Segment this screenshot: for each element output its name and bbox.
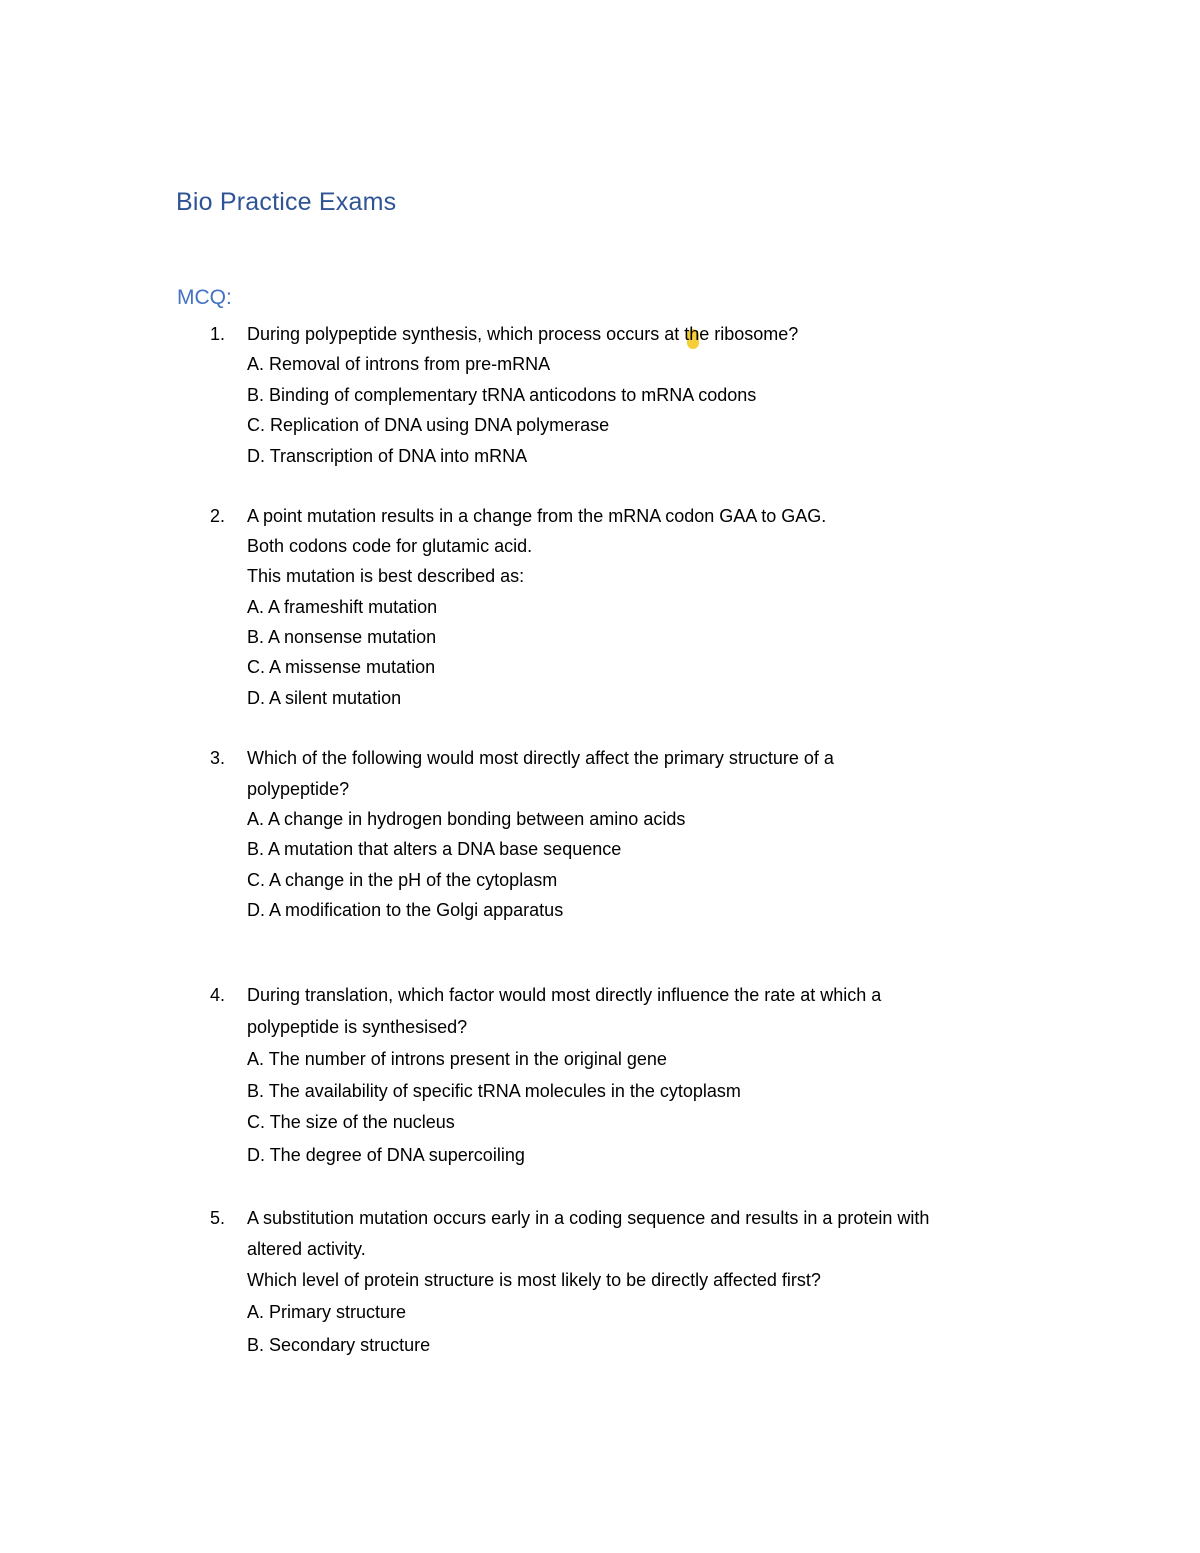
question-stem: A point mutation results in a change from the mRNA codon GAA to GAG. (247, 506, 827, 526)
option-b (247, 1335, 430, 1356)
option-letter: C. (247, 1112, 265, 1132)
option-b (247, 839, 621, 860)
option-a (247, 1049, 667, 1070)
option-text: A modification to the Golgi apparatus (269, 900, 564, 920)
question-number: 3. (210, 748, 226, 768)
question-stem: Which level of protein structure is most likely to be directly affected first? (247, 1270, 821, 1290)
question-stem: polypeptide is synthesised? (247, 1017, 468, 1037)
option-text: A frameshift mutation (268, 597, 438, 617)
question-stem: Both codons code for glutamic acid. (247, 536, 533, 556)
option-text: The number of introns present in the original gene (268, 1049, 667, 1069)
option-b (247, 627, 436, 648)
option-text: Primary structure (269, 1302, 407, 1322)
option-text: A change in hydrogen bonding between amino acids (268, 809, 686, 829)
option-c (247, 870, 557, 891)
question-stem: altered activity. (247, 1239, 366, 1259)
option-d (247, 688, 401, 709)
question-stem: During translation, which factor would most directly influence the rate at which a (247, 985, 882, 1005)
question-number: 5. (210, 1208, 226, 1228)
option-letter: A. (247, 354, 265, 374)
option-letter: C. (247, 415, 265, 435)
option-text: Replication of DNA using DNA polymerase (270, 415, 610, 435)
option-letter: D. (247, 446, 265, 466)
option-b (247, 1081, 741, 1102)
option-text: The degree of DNA supercoiling (269, 1145, 525, 1165)
option-d (247, 446, 527, 467)
option-letter: B. (247, 1335, 265, 1355)
option-a (247, 354, 550, 375)
option-letter: B. (247, 1081, 265, 1101)
option-letter: D. (247, 1145, 265, 1165)
option-d (247, 900, 563, 921)
option-text: Binding of complementary tRNA anticodons to mRNA codons (269, 385, 757, 405)
option-text: Transcription of DNA into mRNA (269, 446, 528, 466)
option-letter: C. (247, 657, 265, 677)
option-text: Removal of introns from pre-mRNA (269, 354, 551, 374)
option-letter: A. (247, 1049, 265, 1069)
option-letter: C. (247, 870, 265, 890)
option-letter: B. (247, 627, 265, 647)
option-text: A mutation that alters a DNA base sequence (268, 839, 622, 859)
option-c (247, 1112, 455, 1133)
document-title: Bio Practice Exams (176, 188, 397, 216)
option-letter: B. (247, 839, 265, 859)
question-stem: During polypeptide synthesis, which process occurs at the ribosome? (247, 324, 799, 344)
option-a (247, 597, 437, 618)
option-text: A change in the pH of the cytoplasm (269, 870, 558, 890)
option-letter: B. (247, 385, 265, 405)
option-text: The availability of specific tRNA molecules in the cytoplasm (268, 1081, 741, 1101)
option-a (247, 809, 685, 830)
option-c (247, 657, 435, 678)
option-text: The size of the nucleus (269, 1112, 455, 1132)
option-d (247, 1145, 525, 1166)
option-letter: D. (247, 900, 265, 920)
question-number: 4. (210, 985, 226, 1005)
option-b (247, 385, 756, 406)
question-stem: polypeptide? (247, 779, 350, 799)
question-number: 1. (210, 324, 226, 344)
option-text: A missense mutation (269, 657, 436, 677)
question-stem: This mutation is best described as: (247, 566, 525, 586)
option-letter: D. (247, 688, 265, 708)
option-letter: A. (247, 1302, 265, 1322)
option-letter: A. (247, 597, 265, 617)
option-text: A nonsense mutation (268, 627, 437, 647)
option-text: A silent mutation (269, 688, 402, 708)
question-number: 2. (210, 506, 226, 526)
option-c (247, 415, 609, 436)
question-stem: A substitution mutation occurs early in a coding sequence and results in a protein with (247, 1208, 930, 1228)
option-letter: A. (247, 809, 265, 829)
section-heading: MCQ: (177, 286, 232, 309)
option-a (247, 1302, 406, 1323)
question-stem: Which of the following would most directly affect the primary structure of a (247, 748, 834, 768)
option-text: Secondary structure (269, 1335, 431, 1355)
